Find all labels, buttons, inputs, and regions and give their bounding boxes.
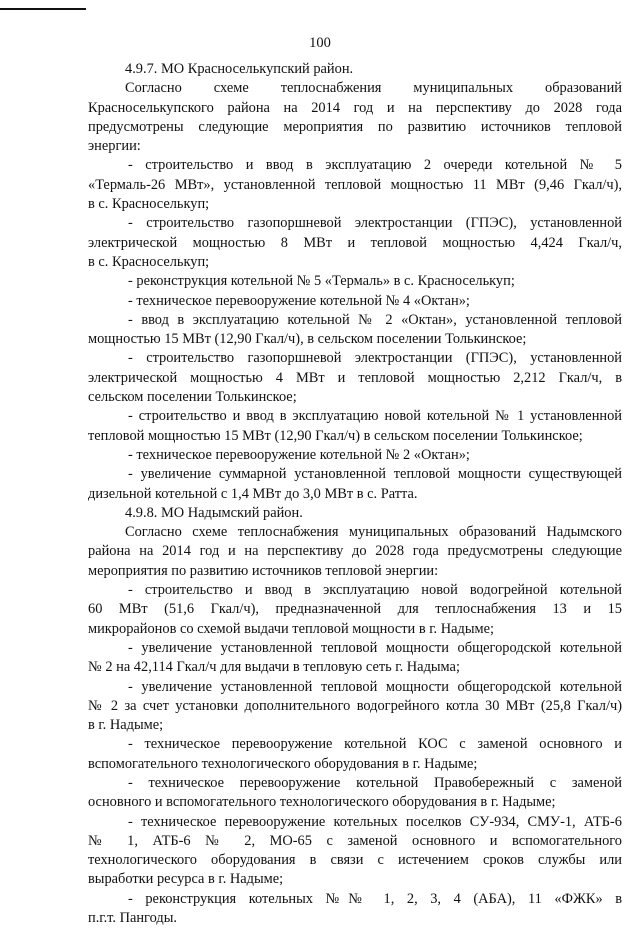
- list-item-line: - реконструкция котельной № 5 «Термаль» в с. Красноселькуп;: [128, 273, 515, 290]
- paragraph-line: энергии:: [88, 138, 141, 155]
- list-item-line: - ввод в эксплуатацию котельной № 2 «Октан», установленной тепловой: [128, 311, 622, 328]
- list-item-line: - техническое перевооружение котельной № 4 «Октан»;: [128, 292, 470, 309]
- list-item-line: - строительство и ввод в эксплуатацию новой котельной № 1 установленной: [128, 408, 622, 425]
- list-item-line: 60 МВт (51,6 Гкал/ч), предназначенной для теплоснабжения 13 и 15: [88, 601, 622, 618]
- list-item-line: мощностью 15 МВт (12,90 Гкал/ч), в сельском поселении Толькинское;: [88, 331, 527, 348]
- list-item-line: № 1, АТБ-6 № 2, МО-65 с заменой основного и вспомогательного: [88, 832, 622, 849]
- list-item-line: № 2 за счет установки дополнительного водогрейного котла 30 МВт (25,8 Гкал/ч): [88, 697, 622, 714]
- list-item-line: - строительство газопоршневой электростанции (ГПЭС), установленной: [128, 350, 622, 367]
- paragraph-line: предусмотрены следующие мероприятия по развитию источников тепловой: [88, 118, 622, 135]
- list-item-line: - техническое перевооружение котельных поселков СУ-934, СМУ-1, АТБ-6: [128, 813, 622, 830]
- list-item-line: - реконструкция котельных №№ 1, 2, 3, 4 (АБА), 11 «ФЖК» в: [128, 890, 622, 907]
- list-item-line: - техническое перевооружение котельной № 2 «Октан»;: [128, 446, 470, 463]
- paragraph-line: Согласно схеме теплоснабжения муниципальных образований Надымского: [125, 524, 622, 541]
- list-item-line: выработки ресурса в г. Надыме;: [88, 871, 284, 888]
- top-rule: [0, 8, 86, 10]
- paragraph-line: района на 2014 год и на перспективу до 2028 года предусмотрены следующие: [88, 543, 622, 560]
- list-item-line: - строительство и ввод в эксплуатацию новой водогрейной котельной: [128, 582, 622, 599]
- list-item-line: вспомогательного технологического оборудования в г. Надыме;: [88, 755, 478, 772]
- list-item-line: электрической мощностью 4 МВт и тепловой мощностью 2,212 Гкал/ч, в: [88, 369, 622, 386]
- section-heading: 4.9.7. МО Красноселькупский район.: [125, 61, 354, 77]
- list-item-line: в г. Надыме;: [88, 717, 164, 734]
- list-item-line: в с. Красноселькуп;: [88, 253, 210, 270]
- list-item-line: № 2 на 42,114 Гкал/ч для выдачи в тепловую сеть г. Надыма;: [88, 659, 460, 676]
- paragraph-line: мероприятия по развитию источников тепловой энергии:: [88, 562, 439, 579]
- list-item-line: электрической мощностью 8 МВт и тепловой мощностью 4,424 Гкал/ч,: [88, 234, 622, 251]
- list-item-line: - увеличение установленной тепловой мощности общегородской котельной: [128, 678, 622, 695]
- document-body: [88, 60, 622, 928]
- list-item-line: - техническое перевооружение котельной Правобережный с заменой: [128, 774, 622, 791]
- page-number: 100: [309, 35, 331, 51]
- list-item-line: - строительство газопоршневой электростанции (ГПЭС), установленной: [128, 215, 622, 232]
- list-item-line: основного и вспомогательного технологического оборудования в г. Надыме;: [88, 794, 556, 811]
- paragraph-line: Согласно схеме теплоснабжения муниципальных образований: [125, 80, 622, 97]
- list-item-line: - техническое перевооружение котельной КОС с заменой основного и: [128, 736, 622, 753]
- list-item-line: тепловой мощностью 15 МВт (12,90 Гкал/ч) в сельском поселении Толькинское;: [88, 427, 583, 444]
- list-item-line: технологического оборудования в связи с истечением сроков службы или: [88, 852, 622, 869]
- list-item-line: в с. Красноселькуп;: [88, 196, 210, 213]
- list-item-line: - увеличение установленной тепловой мощности общегородской котельной: [128, 639, 622, 656]
- list-item-line: - увеличение суммарной установленной тепловой мощности существующей: [128, 466, 622, 483]
- list-item-line: «Термаль-26 МВт», установленной тепловой мощностью 11 МВт (9,46 Гкал/ч),: [88, 176, 622, 193]
- paragraph-line: Красноселькупского района на 2014 год и на перспективу до 2028 года: [88, 99, 622, 116]
- list-item-line: дизельной котельной с 1,4 МВт до 3,0 МВт в с. Ратта.: [88, 485, 418, 502]
- list-item-line: сельском поселении Толькинское;: [88, 389, 297, 406]
- list-item-line: микрорайонов со схемой выдачи тепловой мощности в г. Надыме;: [88, 620, 494, 637]
- list-item-line: - строительство и ввод в эксплуатацию 2 очереди котельной № 5: [128, 157, 622, 174]
- section-heading: 4.9.8. МО Надымский район.: [125, 504, 303, 521]
- list-item-line: п.г.т. Пангоды.: [88, 910, 177, 927]
